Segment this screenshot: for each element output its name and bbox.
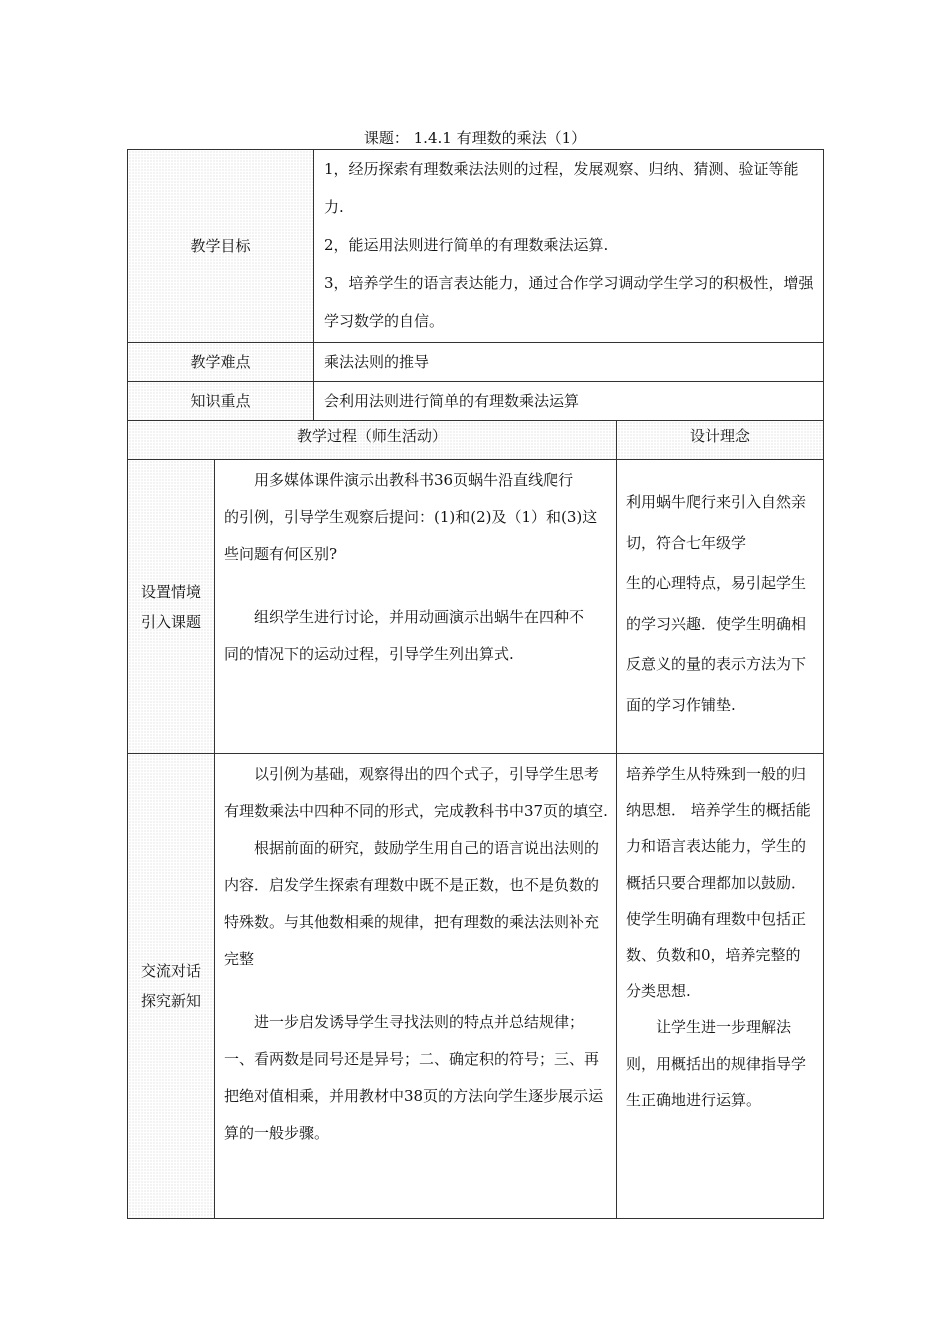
intro-paragraph-1b: 的引例，引导学生观察后提问：(1)和(2)及（1）和(3)这些问题有何区别? (224, 508, 598, 563)
key-point-label: 知识重点 (128, 382, 314, 421)
difficulty-row (128, 343, 824, 382)
lesson-plan-table (127, 149, 824, 1219)
objective-3: 3，培养学生的语言表达能力，通过合作学习调动学生学习的积极性，增强学习数学的自信。 (324, 274, 814, 330)
process-header: 教学过程（师生活动） (128, 421, 617, 460)
objectives-row (128, 150, 824, 343)
design-header: 设计理念 (617, 421, 824, 460)
objectives-label: 教学目标 (128, 150, 314, 343)
section-intro-label-line2: 引入课题 (140, 612, 201, 631)
key-point-text: 会利用法则进行简单的有理数乘法运算 (314, 382, 824, 421)
explore-paragraph-2: 根据前面的研究，鼓励学生用自己的语言说出法则的内容．启发学生探索有理数中既不是正数，也不是负数的特殊数。与其他数相乘的规律，把有理数的乘法法则补充完整 (224, 839, 600, 968)
objective-1: 1，经历探索有理数乘法法则的过程，发展观察、归纳、猜测、验证等能力. (324, 160, 799, 216)
intro-paragraph-1a: 用多媒体课件演示出教科书36页蜗牛沿直线爬行 (254, 471, 574, 489)
section-intro-row (128, 460, 824, 754)
intro-note-a: 利用蜗牛爬行来引入自然亲切，符合七年级学 (626, 493, 807, 552)
section-explore-row (128, 754, 824, 1219)
process-header-row (128, 421, 824, 460)
explore-paragraph-3: 进一步启发诱导学生寻找法则的特点并总结规律；一、看两数是同号还是异号；二、确定积的符号；三、再把绝对值相乘，并用教材中38页的方法向学生逐步展示运算的一般步骤。 (224, 1013, 604, 1142)
lesson-title: 课题： 1.4.1 有理数的乘法（1） (363, 129, 587, 147)
intro-note-b: 生的心理特点，易引起学生的学习兴趣．使学生明确相反意义的量的表示方法为下面的学习作铺垫. (626, 574, 807, 714)
section-explore-label-line2: 探究新知 (140, 992, 201, 1010)
intro-paragraph-2b: 同的情况下的运动过程，引导学生列出算式. (224, 645, 514, 663)
explore-paragraph-1: 以引例为基础，观察得出的四个式子，引导学生思考有理数乘法中四种不同的形式，完成教科书中37页的填空. (224, 765, 608, 820)
difficulty-text: 乘法法则的推导 (314, 343, 824, 382)
section-explore-label-line1: 交流对话 (140, 962, 201, 980)
key-point-row (128, 382, 824, 421)
objective-2: 2，能运用法则进行简单的有理数乘法运算. (324, 236, 609, 254)
objectives-content (314, 150, 824, 343)
section-explore-label (128, 754, 215, 1219)
section-explore-design (617, 754, 824, 1219)
section-intro-label (128, 460, 215, 754)
explore-note-2: 让学生进一步理解法则，用概括出的规律指导学生正确地进行运算。 (626, 1018, 807, 1109)
explore-note-1: 培养学生从特殊到一般的归纳思想． 培养学生的概括能力和语言表达能力，学生的概括只要合理都加以鼓励． 使学生明确有理数中包括正数、负数和0，培养完整的分类思想. (626, 765, 811, 1001)
intro-paragraph-2a: 组织学生进行讨论，并用动画演示出蜗牛在四种不 (254, 608, 585, 626)
section-explore-process (215, 754, 617, 1219)
difficulty-label: 教学难点 (128, 343, 314, 382)
section-intro-label-line1: 设置情境 (140, 582, 201, 601)
section-intro-design (617, 460, 824, 754)
section-intro-process (215, 460, 617, 754)
